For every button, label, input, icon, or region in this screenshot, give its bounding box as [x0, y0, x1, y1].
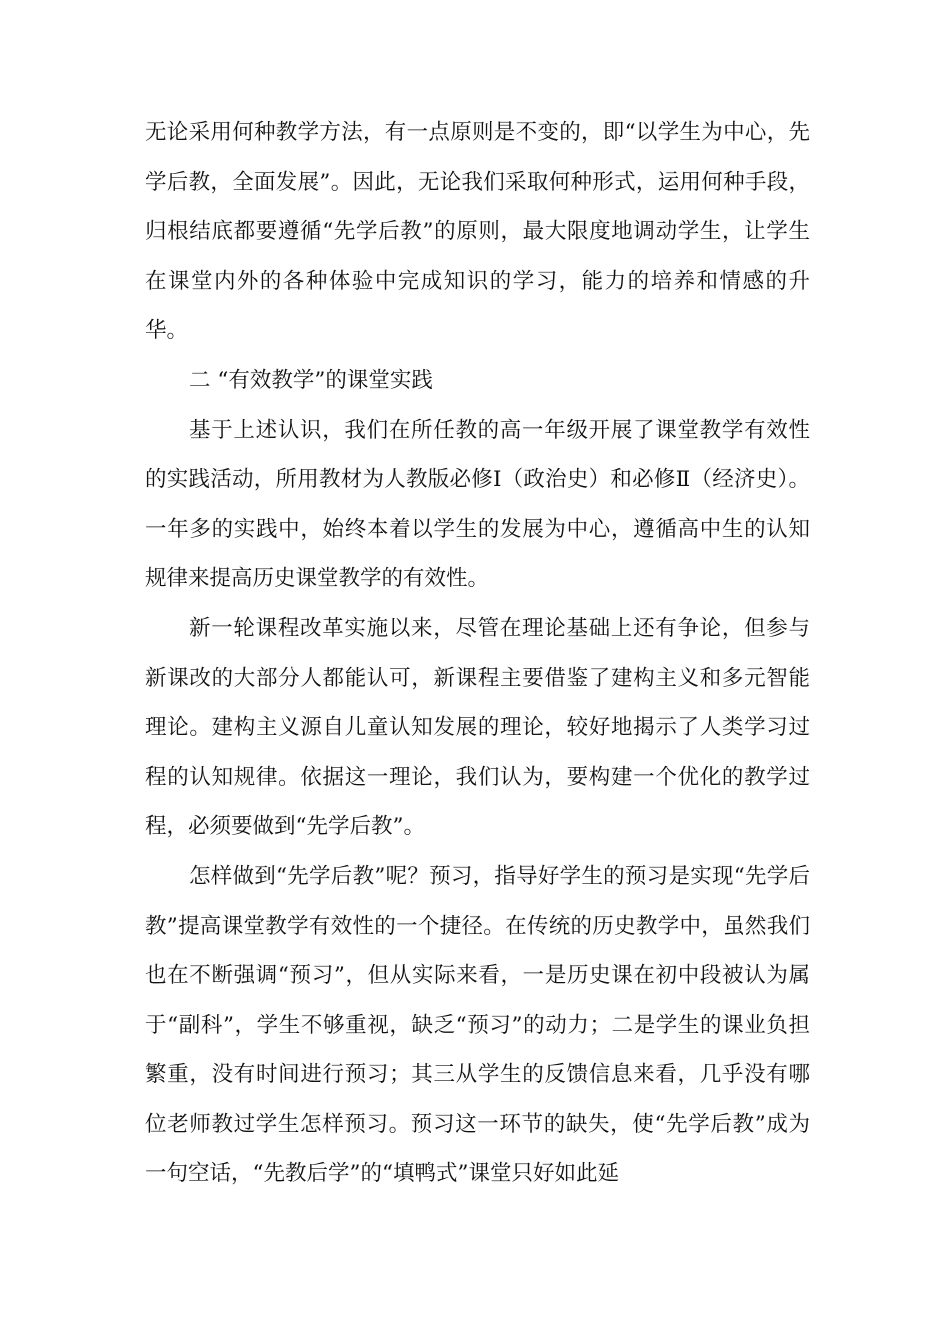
- paragraph-practice: 基于上述认识，我们在所任教的高一年级开展了课堂教学有效性的实践活动，所用教材为人教版必修Ⅰ（政治史）和必修Ⅱ（经济史）。一年多的实践中，始终本着以学生的发展为中心，遵循高中生的认知规律来提高历史课堂教学的有效性。: [145, 417, 810, 592]
- paragraph-intro-continuation: 无论采用何种教学方法，有一点原则是不变的，即“以学生为中心，先学后教，全面发展”。因此，无论我们采取何种形式，运用何种手段，归根结底都要遵循“先学后教”的原则，最大限度地调动学生，让学生在课堂内外的各种体验中完成知识的学习，能力的培养和情感的升华。: [145, 120, 810, 344]
- body-text: [145, 108, 810, 1199]
- section-heading: 二 “有效教学”的课堂实践: [189, 367, 433, 393]
- paragraph-theory: 新一轮课程改革实施以来，尽管在理论基础上还有争论，但参与新课改的大部分人都能认可，新课程主要借鉴了建构主义和多元智能理论。建构主义源自儿童认知发展的理论，较好地揭示了人类学习过程的认知规律。依据这一理论，我们认为，要构建一个优化的教学过程，必须要做到“先学后教”。: [145, 615, 810, 840]
- paragraph-preview: 怎样做到“先学后教”呢？预习，指导好学生的预习是实现“先学后教”提高课堂教学有效性的一个捷径。在传统的历史教学中，虽然我们也在不断强调“预习”，但从实际来看，一是历史课在初中段被认为属于“副科”，学生不够重视，缺乏“预习”的动力；二是学生的课业负担繁重，没有时间进行预习；其三从学生的反馈信息来看，几乎没有哪位老师教过学生怎样预习。预习这一环节的缺失，使“先学后教”成为一句空话，“先教后学”的“填鸭式”课堂只好如此延: [145, 863, 810, 1187]
